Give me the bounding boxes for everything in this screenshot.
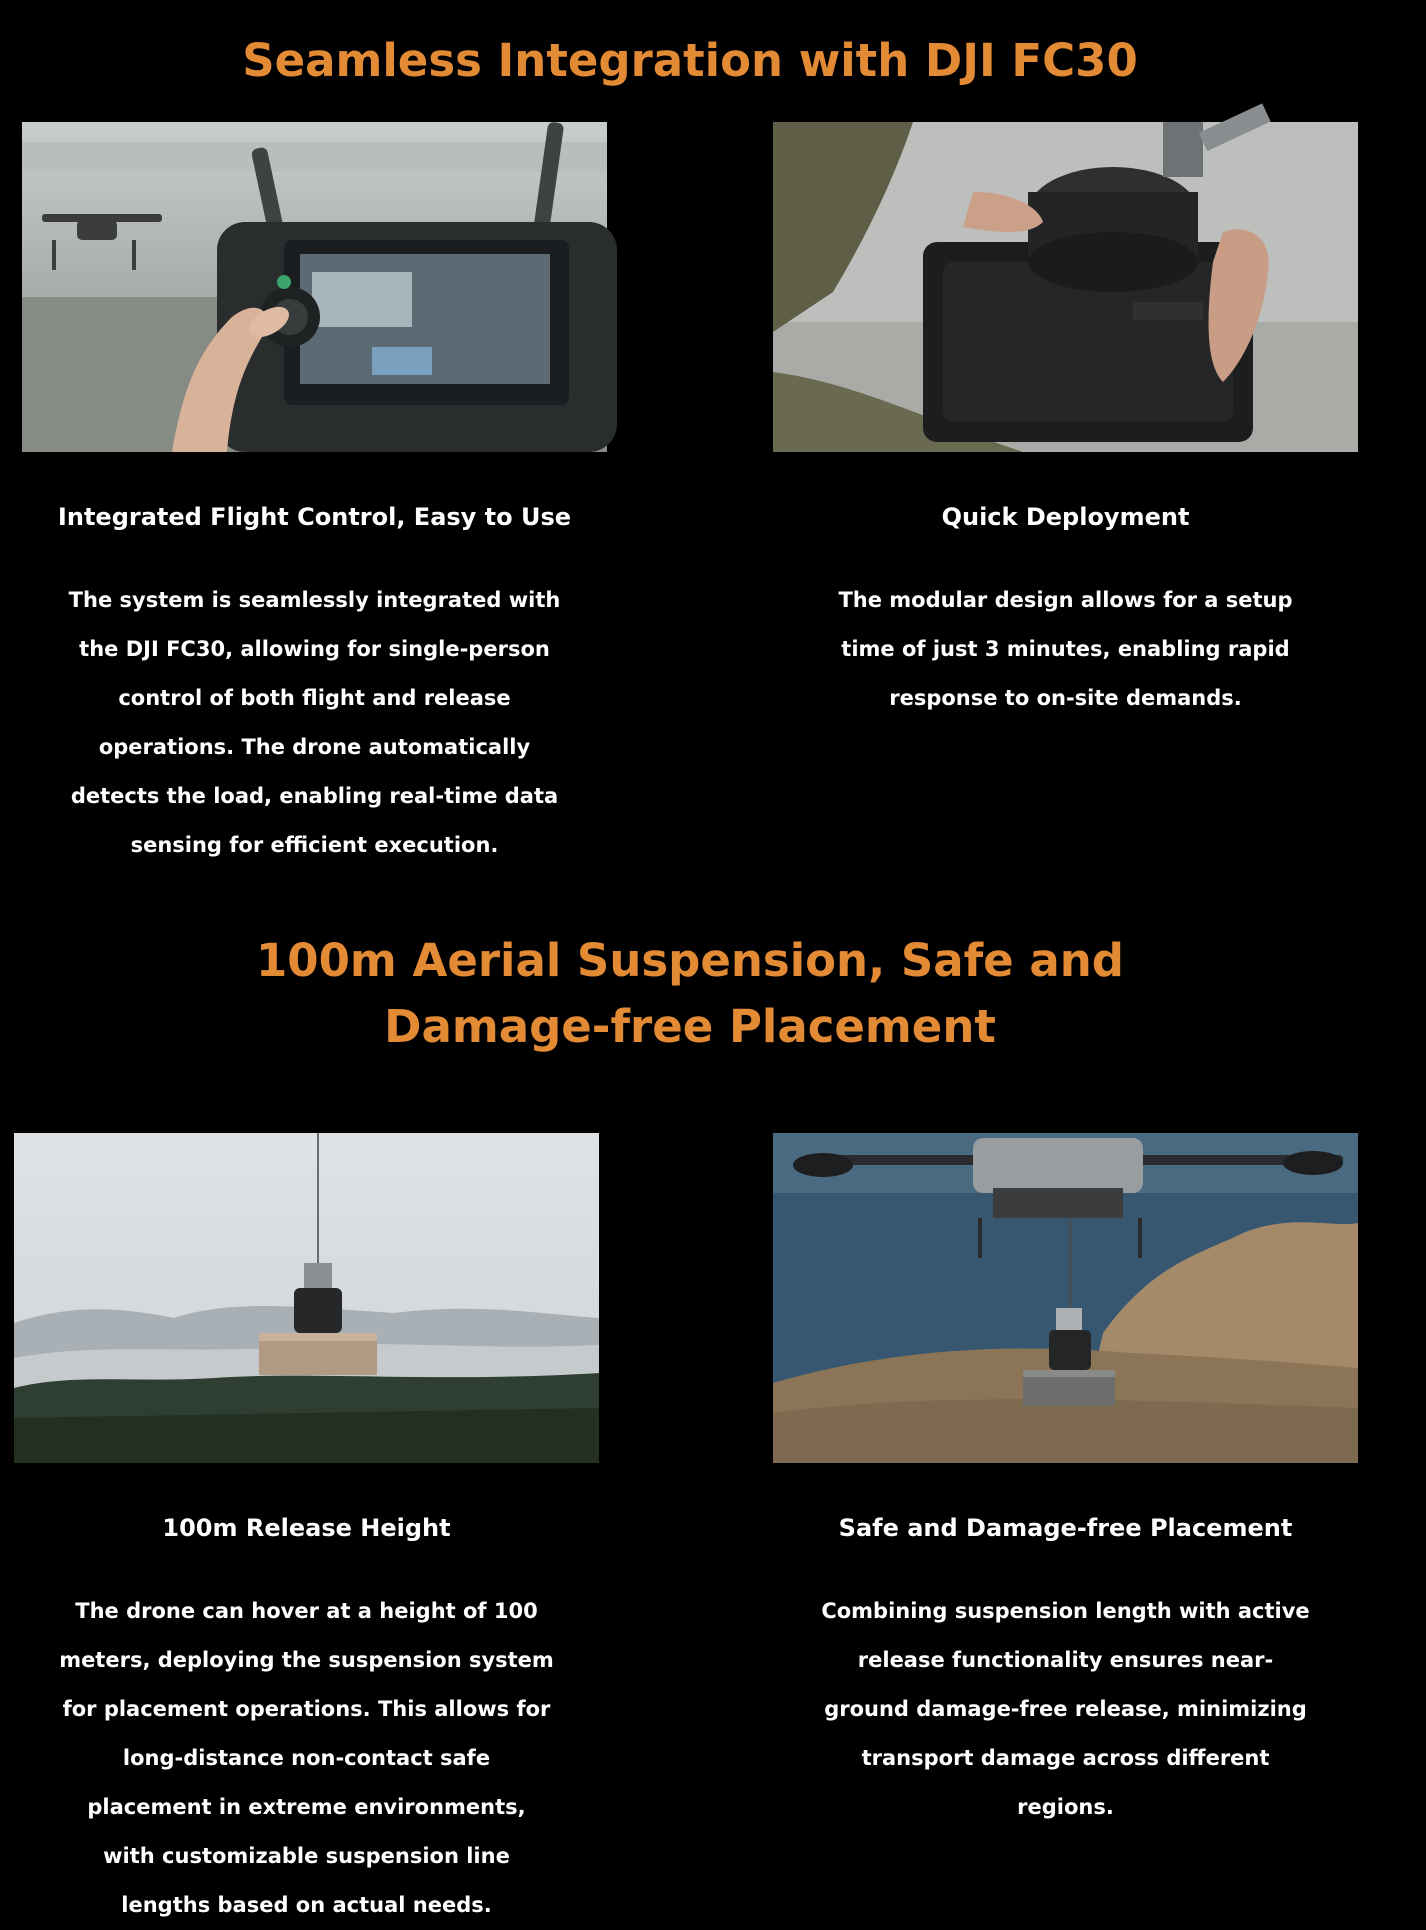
card-title: Safe and Damage-free Placement bbox=[838, 1514, 1293, 1542]
photo-drone-over-coast bbox=[773, 1133, 1358, 1463]
card-description: Combining suspension length with active release functionality ensures near-ground damage-free release, minimizing transport damage across different regions. bbox=[821, 1599, 1310, 1819]
card-description: The system is seamlessly integrated with the DJI FC30, allowing for single-person control of both flight and release operations. The drone automatically detects the load, enabling real-time data sensing for efficient execution. bbox=[68, 588, 561, 857]
card-title: 100m Release Height bbox=[162, 1514, 451, 1542]
card-description: The modular design allows for a setup time of just 3 minutes, enabling rapid response to on-site demands. bbox=[838, 588, 1293, 710]
card-description: The drone can hover at a height of 100 meters, deploying the suspension system for placement operations. This allows for long-distance non-contact safe placement in extreme environments, with customizable suspension line lengths based on actual needs. bbox=[59, 1599, 554, 1917]
section-title-suspension-line1: 100m Aerial Suspension, Safe and bbox=[256, 934, 1124, 987]
card-title: Quick Deployment bbox=[941, 503, 1190, 531]
photo-suspended-payload-over-forest bbox=[14, 1133, 599, 1463]
section-title-suspension-line2: Damage-free Placement bbox=[384, 1000, 996, 1053]
card-integrated-flight-control bbox=[22, 122, 607, 870]
card-quick-deployment bbox=[773, 122, 1358, 723]
photo-remote-controller bbox=[22, 122, 607, 452]
section-title-integration: Seamless Integration with DJI FC30 bbox=[242, 34, 1138, 87]
card-damage-free-placement bbox=[773, 1133, 1358, 1832]
photo-case-setup bbox=[773, 122, 1358, 452]
card-release-height bbox=[14, 1133, 599, 1930]
card-title: Integrated Flight Control, Easy to Use bbox=[57, 503, 572, 531]
